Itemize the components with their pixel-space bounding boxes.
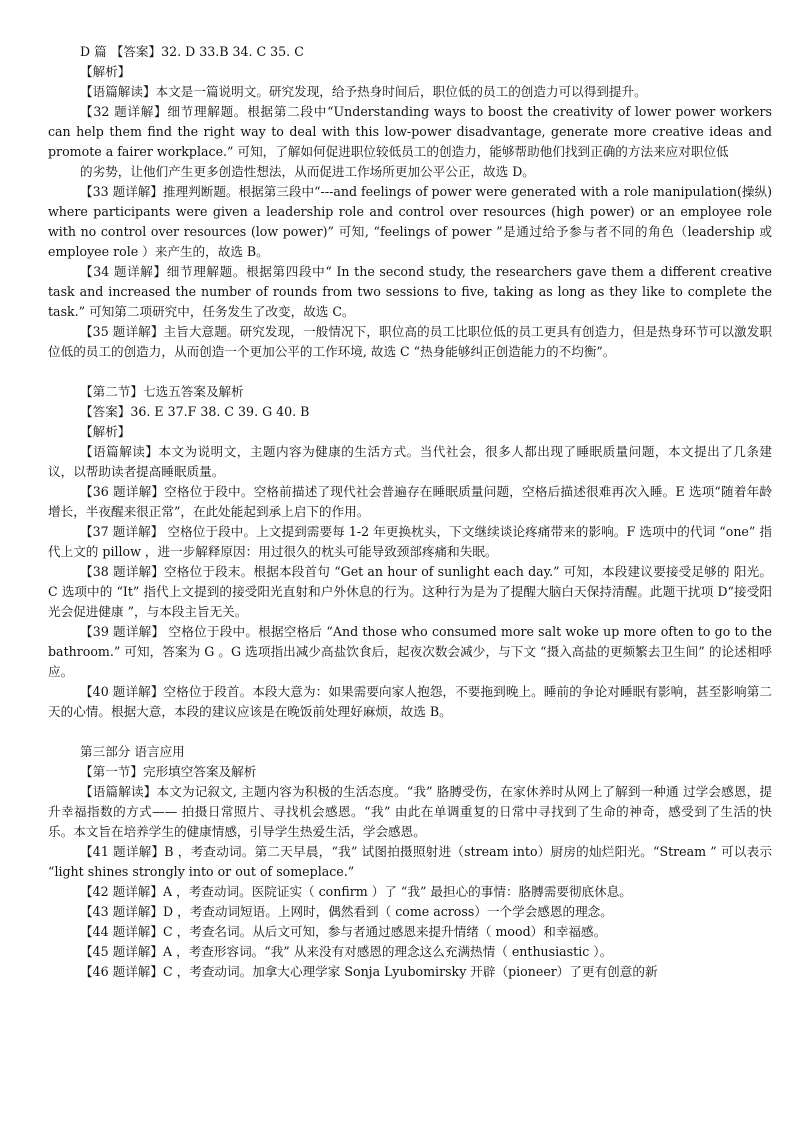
paragraph: 【第二节】七选五答案及解析 bbox=[80, 384, 244, 399]
paragraph-spacer bbox=[48, 722, 772, 742]
paragraph: 【语篇解读】本文是一篇说明文。研究发现，给予热身时间后，职位低的员工的创造力可以得到提升。 bbox=[80, 84, 647, 99]
paragraph: 【32 题详解】细节理解题。根据第二段中“Understanding ways to boost the creativity of lower power workers can help them find the right way to deal with this low-power disadvantage, generate more creative ideas and promote a fairer workplace.” 可知，了解如何促进职位较低员工的创造力，能够帮助他们找到正确的方法来应对职位低 bbox=[48, 104, 772, 159]
paragraph: 【44 题详解】C ，考查名词。从后文可知，参与者通过感恩来提升情绪（ mood）和幸福感。 bbox=[80, 924, 607, 939]
document-page bbox=[48, 42, 772, 982]
paragraph: D 篇 【答案】32. D 33.B 34. C 35. C bbox=[80, 44, 304, 59]
paragraph: 【40 题详解】空格位于段首。本段大意为：如果需要向家人抱怨，不要拖到晚上。睡前的争论对睡眠有影响，甚至影响第二天的心情。根据大意，本段的建议应该是在晚饭前处理好麻烦，故选 B。 bbox=[48, 684, 772, 719]
paragraph: 【42 题详解】A ，考查动词。医院证实（ confirm ）了 “我” 最担心的事情：胳膊需要彻底休息。 bbox=[80, 884, 632, 899]
paragraph: 第三部分 语言应用 bbox=[80, 744, 185, 759]
paragraph: 【解析】 bbox=[80, 64, 131, 79]
paragraph-spacer bbox=[48, 362, 772, 382]
paragraph: 【36 题详解】空格位于段中。空格前描述了现代社会普遍存在睡眠质量问题，空格后描述很难再次入睡。E 选项“随着年龄增长，半夜醒来很正常”，在此处能起到承上启下的作用。 bbox=[48, 484, 772, 519]
paragraph: 【43 题详解】D ，考查动词短语。上网时，偶然看到（ come across）一个学会感恩的理念。 bbox=[80, 904, 613, 919]
paragraph: 【语篇解读】本文为记叙文, 主题内容为积极的生活态度。“我” 胳膊受伤，在家休养时从网上了解到一种通 过学会感恩，提升幸福指数的方式—— 拍摄日常照片、寻找机会感恩。“我” 由此在单调重复的日常中寻找到了生命的神奇，感受到了生活的快乐。本文旨在培养学生的健康情感，引导学生热爱生活，学会感恩。 bbox=[48, 784, 772, 839]
paragraph: 【语篇解读】本文为说明文，主题内容为健康的生活方式。当代社会，很多人都出现了睡眠质量问题，本文提出了几条建议，以帮助读者提高睡眠质量。 bbox=[48, 444, 772, 479]
paragraph: 【37 题详解】 空格位于段中。上文提到需要每 1-2 年更换枕头，下文继续谈论疼痛带来的影响。F 选项中的代词 “one” 指代上文的 pillow ，进一步解释原因：用过很久的枕头可能导致颈部疼痛和失眠。 bbox=[48, 524, 772, 559]
paragraph: 【答案】36. E 37.F 38. C 39. G 40. B bbox=[80, 404, 310, 419]
paragraph: 【41 题详解】B ，考查动词。第二天早晨，“我” 试图拍摄照射进（stream into）厨房的灿烂阳光。“Stream ” 可以表示 “light shines strongly into or out of someplace.” bbox=[48, 844, 772, 879]
paragraph: 【35 题详解】主旨大意题。研究发现，一般情况下，职位高的员工比职位低的员工更具有创造力，但是热身环节可以激发职位低的员工的创造力，从而创造一个更加公平的工作环境, 故选 C “热身能够纠正创造能力的不均衡”。 bbox=[48, 324, 772, 359]
paragraph: 【34 题详解】细节理解题。根据第四段中“ In the second study, the researchers gave them a different creative task and increased the number of rounds from two sessions to five, taking as long as they like to complete the task.” 可知第二项研究中，任务发生了改变，故选 C。 bbox=[48, 264, 772, 319]
paragraph: 【39 题详解】 空格位于段中。根据空格后 “And those who consumed more salt woke up more often to go to the bathroom.” 可知，答案为 G 。G 选项指出减少高盐饮食后，起夜次数会减少，与下文 “摄入高盐的更频繁去卫生间” 的论述相呼应。 bbox=[48, 624, 772, 679]
paragraph: 【46 题详解】C ，考查动词。加拿大心理学家 Sonja Lyubomirsky 开辟（pioneer）了更有创意的新 bbox=[80, 964, 658, 979]
paragraph: 【45 题详解】A ，考查形容词。“我” 从来没有对感恩的理念这么充满热情（ enthusiastic ）。 bbox=[80, 944, 613, 959]
paragraph: 的劣势，让他们产生更多创造性想法，从而促进工作场所更加公平公正，故选 D。 bbox=[80, 164, 535, 179]
paragraph: 【解析】 bbox=[80, 424, 131, 439]
paragraph: 【38 题详解】空格位于段末。根据本段首句 “Get an hour of sunlight each day.” 可知，本段建议要接受足够的 阳光。C 选项中的 “It” 指代上文提到的接受阳光直射和户外休息的行为。这种行为是为了提醒大脑白天保持清醒。此题干扰项 D“接受阳光会促进健康 ”，与本段主旨无关。 bbox=[48, 564, 772, 619]
paragraph: 【33 题详解】推理判断题。根据第三段中“---and feelings of power were generated with a role manipulation(操纵) where participants were given a leadership role and control over resources (high power) or an employee role with no control over resources (low power)” 可知, “feelings of power ”是通过给予参与者不同的角色（leadership 或 employee role ）来产生的，故选 B。 bbox=[48, 184, 772, 259]
paragraph: 【第一节】完形填空答案及解析 bbox=[80, 764, 257, 779]
